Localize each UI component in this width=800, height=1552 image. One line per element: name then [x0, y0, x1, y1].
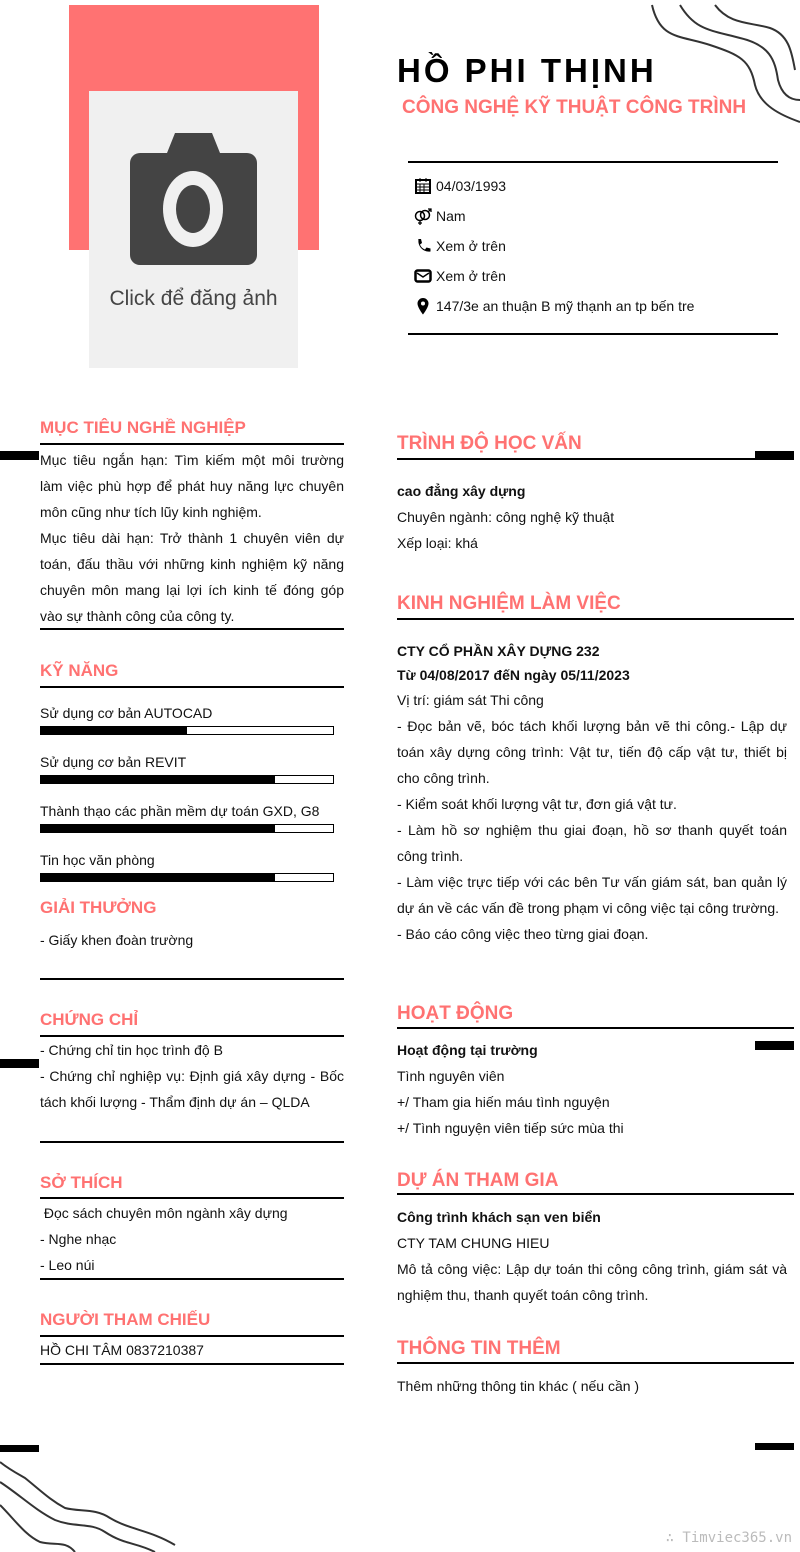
divider — [40, 686, 344, 688]
certs-heading: CHỨNG CHỈ — [40, 1010, 139, 1029]
project-title: Công trình khách sạn ven biển — [397, 1209, 601, 1225]
divider — [397, 1027, 794, 1029]
email-icon — [414, 267, 432, 285]
project-line: Mô tả công việc: Lập dự toán thi công công trình, giám sát và nghiệm thu, thanh quyết toán công trình. — [397, 1261, 787, 1303]
major: Chuyên ngành: công nghệ kỹ thuật — [397, 509, 615, 525]
projects-heading: DỰ ÁN THAM GIA — [397, 1170, 559, 1191]
period: Từ 04/08/2017 đếN ngày 05/11/2023 — [397, 667, 630, 683]
email: Xem ở trên — [436, 268, 506, 284]
experience-line: - Đọc bản vẽ, bóc tách khối lượng bản vẽ thi công.- Lập dự toán xây dựng công trình: Vật tư, tiến độ cấp vật tư, thiết bị cho công trình. — [397, 718, 787, 786]
watermark: ∴ Timviec365.vn — [665, 1530, 792, 1546]
camera-icon — [130, 131, 257, 277]
info-phone — [414, 236, 506, 256]
hobby-item: Đọc sách chuyên môn ngành xây dựng — [40, 1205, 288, 1221]
divider — [408, 161, 778, 163]
objective-heading: MỤC TIÊU NGHỀ NGHIỆP — [40, 418, 246, 437]
experience-details — [397, 687, 787, 947]
divider — [397, 1362, 794, 1364]
decor-bar — [0, 1445, 39, 1452]
divider — [397, 458, 794, 460]
skill-label: Sử dụng cơ bản AUTOCAD — [40, 705, 213, 721]
skill-bar-fill — [41, 727, 187, 734]
divider — [408, 333, 778, 335]
divider — [40, 978, 344, 980]
divider — [397, 1193, 794, 1195]
hobby-item: - Leo núi — [40, 1257, 95, 1273]
skill-label: Sử dụng cơ bản REVIT — [40, 754, 187, 770]
divider — [40, 628, 344, 630]
info-address — [414, 296, 694, 316]
candidate-title: CÔNG NGHỆ KỸ THUẬT CÔNG TRÌNH — [402, 97, 747, 118]
activity-line: +/ Tham gia hiến máu tình nguyện — [397, 1094, 610, 1110]
activities-block — [397, 1037, 624, 1141]
skill-bar-fill — [41, 825, 275, 832]
birthdate: 04/03/1993 — [436, 178, 507, 194]
skill-bar-fill — [41, 874, 275, 881]
gender-icon — [414, 207, 432, 225]
experience-line: - Báo cáo công việc theo từng giai đoạn. — [397, 926, 649, 942]
skill-bar — [40, 873, 334, 882]
experience-line: - Làm hồ sơ nghiệm thu giai đoạn, hồ sơ thanh quyết toán công trình. — [397, 822, 787, 864]
divider — [397, 618, 794, 620]
candidate-name: HỒ PHI THỊNH — [397, 52, 657, 89]
phone-icon — [414, 237, 432, 255]
decor-bar — [755, 1041, 794, 1050]
experience-line: - Kiểm soát khối lượng vật tư, đơn giá vật tư. — [397, 796, 677, 812]
activities-heading: HOẠT ĐỘNG — [397, 1003, 514, 1024]
location-icon — [414, 297, 432, 315]
activity-title: Hoạt động tại trường — [397, 1042, 538, 1058]
divider — [40, 1363, 344, 1365]
photo-upload[interactable] — [89, 91, 298, 368]
hobbies-list — [40, 1200, 344, 1278]
cert-item: - Chứng chỉ nghiệp vụ: Định giá xây dựng - Bốc tách khối lượng - Thẩm định dự án – QLDA — [40, 1068, 344, 1110]
certs-list — [40, 1037, 344, 1115]
hobbies-heading: SỞ THÍCH — [40, 1173, 123, 1192]
info-gender — [414, 206, 466, 226]
decor-bar — [0, 1059, 39, 1068]
objective-text — [40, 447, 344, 629]
photo-label: Click để đăng ảnh — [109, 287, 278, 310]
decor-bar — [0, 451, 39, 460]
wave-decoration-bottom — [0, 1460, 180, 1552]
awards-heading: GIẢI THƯỞNG — [40, 898, 157, 917]
skills-heading: KỸ NĂNG — [40, 661, 119, 680]
education-heading: TRÌNH ĐỘ HỌC VẤN — [397, 433, 582, 454]
divider — [40, 1197, 344, 1199]
skill-bar — [40, 824, 334, 833]
skill-bar — [40, 726, 334, 735]
company: CTY CỔ PHẦN XÂY DỰNG 232 — [397, 643, 600, 659]
experience-header — [397, 639, 794, 687]
cert-item: - Chứng chỉ tin học trình độ B — [40, 1042, 223, 1058]
references-heading: NGƯỜI THAM CHIẾU — [40, 1310, 211, 1329]
phone: Xem ở trên — [436, 238, 506, 254]
hobby-item: - Nghe nhạc — [40, 1231, 117, 1247]
skill-bar — [40, 775, 334, 784]
project-line: CTY TAM CHUNG HIEU — [397, 1235, 550, 1251]
extra-text: Thêm những thông tin khác ( nếu cần ) — [397, 1378, 640, 1394]
divider — [40, 443, 344, 445]
experience-heading: KINH NGHIỆM LÀM VIỆC — [397, 593, 621, 614]
info-birthdate — [414, 176, 506, 196]
activity-line: +/ Tình nguyện viên tiếp sức mùa thi — [397, 1120, 624, 1136]
experience-line: Vị trí: giám sát Thi công — [397, 692, 544, 708]
divider — [40, 1141, 344, 1143]
skill-label: Thành thạo các phần mềm dự toán GXD, G8 — [40, 803, 320, 819]
projects-block — [397, 1204, 787, 1308]
education-block — [397, 478, 614, 556]
address: 147/3e an thuận B mỹ thạnh an tp bến tre — [436, 298, 695, 314]
objective-short: Mục tiêu ngắn hạn: Tìm kiếm một môi trường làm việc phù hợp để phát huy năng lực chuyên môn cũng như tích lũy kinh nghiệm. — [40, 452, 344, 520]
gender: Nam — [436, 208, 466, 224]
decor-bar — [755, 1443, 794, 1450]
experience-line: - Làm việc trực tiếp với các bên Tư vấn giám sát, ban quản lý dự án về các vấn đề trong phạm vi công việc tại công trường. — [397, 874, 787, 916]
grade: Xếp loại: khá — [397, 535, 478, 551]
info-email — [414, 266, 506, 286]
activity-line: Tình nguyên viên — [397, 1068, 505, 1084]
objective-long: Mục tiêu dài hạn: Trở thành 1 chuyên viên dự toán, đấu thầu với những kinh nghiệm kỹ năng chuyên môn mang lại lợi ích kinh tế đóng góp vào sự thành công của công ty. — [40, 530, 344, 624]
reference-item: HỒ CHI TÂM 0837210387 — [40, 1342, 204, 1358]
skill-label: Tin học văn phòng — [40, 852, 155, 868]
extra-heading: THÔNG TIN THÊM — [397, 1338, 561, 1359]
school: cao đẳng xây dựng — [397, 483, 526, 499]
award-item: - Giấy khen đoàn trường — [40, 932, 194, 948]
skill-bar-fill — [41, 776, 275, 783]
divider — [40, 1278, 344, 1280]
calendar-icon — [414, 177, 432, 195]
